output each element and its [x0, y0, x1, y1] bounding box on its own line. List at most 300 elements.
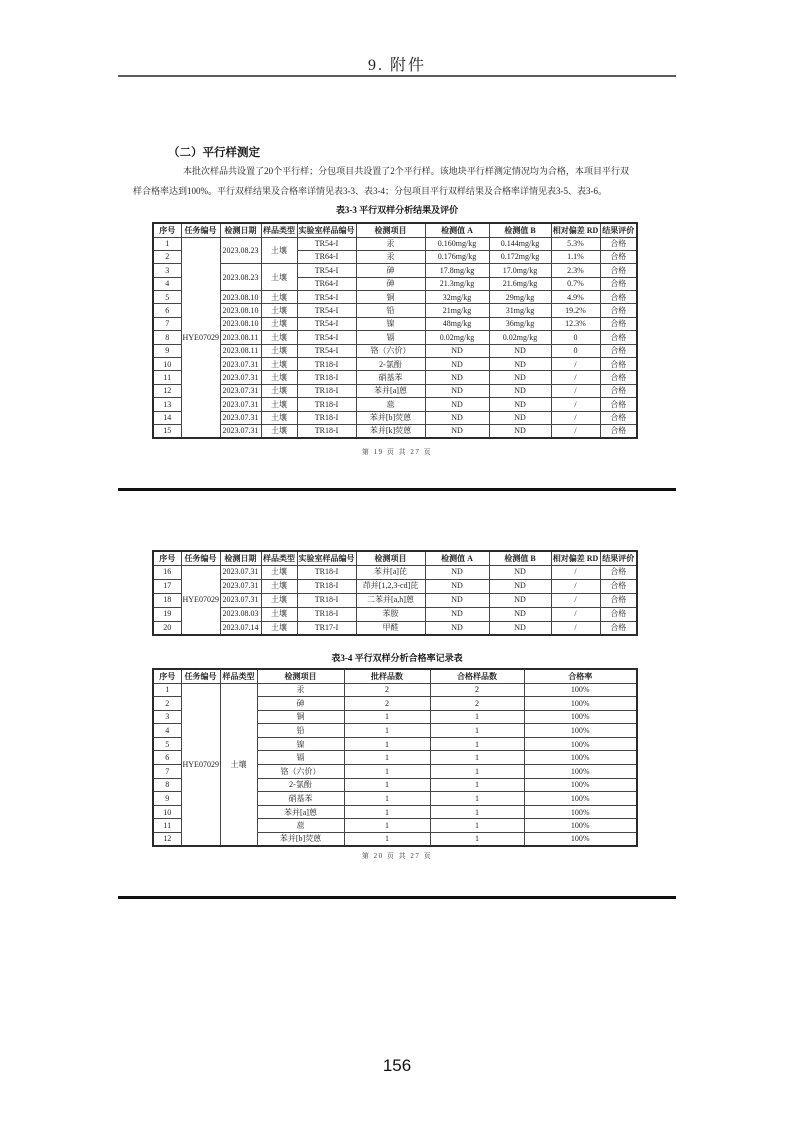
table-row [153, 371, 637, 384]
table-cell: 土壤 [261, 344, 297, 357]
table-row [153, 607, 637, 621]
column-header: 任务编号 [181, 669, 220, 683]
table-cell: 5 [153, 737, 181, 751]
table-cell: 2023.08.03 [220, 607, 261, 621]
table-row [153, 331, 637, 344]
table-cell: 䓛 [257, 819, 344, 833]
table-cell: 12 [153, 833, 181, 847]
table-cell: 100% [524, 805, 637, 819]
table-cell: 合格 [600, 607, 637, 621]
table-cell: 1 [430, 805, 524, 819]
table-cell: TR17-I [297, 621, 356, 635]
table-cell: 100% [524, 819, 637, 833]
column-header: 样品类型 [261, 223, 297, 237]
table-cell: 16 [153, 565, 181, 579]
table-cell: 1 [344, 751, 430, 765]
table-cell: 合格 [600, 593, 637, 607]
table-cell: 31mg/kg [489, 304, 551, 317]
table-row [153, 683, 637, 697]
table-cell: ND [489, 424, 551, 437]
table-cell: 2023.08.11 [220, 344, 261, 357]
table-cell: TR18-I [297, 424, 356, 437]
table-cell: 甲醛 [356, 621, 425, 635]
table-cell: 1 [430, 710, 524, 724]
table-row [153, 291, 637, 304]
table-cell: 0.02mg/kg [489, 331, 551, 344]
table-cell: 汞 [356, 250, 425, 263]
table-cell: ND [425, 621, 489, 635]
table-cell: 1 [344, 765, 430, 779]
table-cell: 合格 [600, 264, 637, 277]
table-cell: ND [425, 593, 489, 607]
table-cell: ND [489, 371, 551, 384]
table-cell: 100% [524, 765, 637, 779]
table-3-4-title: 表3-4 平行双样分析合格率记录表 [331, 653, 463, 663]
table-cell: ND [425, 384, 489, 397]
table-cell: 4 [153, 724, 181, 738]
column-header: 批样品数 [344, 669, 430, 683]
table-cell: 18 [153, 593, 181, 607]
table-cell: 合格 [600, 358, 637, 371]
table-cell: 合格 [600, 237, 637, 250]
table-cell: ND [489, 593, 551, 607]
table-cell: 土壤 [261, 331, 297, 344]
table-cell: 铬（六价） [257, 765, 344, 779]
table-cell: 土壤 [261, 424, 297, 437]
table-cell: 17.8mg/kg [425, 264, 489, 277]
table-cell: TR18-I [297, 593, 356, 607]
table-cell: 100% [524, 710, 637, 724]
table-row [153, 237, 637, 250]
table-cell: 合格 [600, 398, 637, 411]
table-cell: 1 [430, 819, 524, 833]
table-cell: 2 [153, 250, 181, 263]
table-cell: ND [489, 565, 551, 579]
table-cell: TR54-I [297, 331, 356, 344]
table-cell: 土壤 [261, 398, 297, 411]
table-row [153, 304, 637, 317]
table-cell: 硝基苯 [257, 792, 344, 806]
column-header: 检测项目 [257, 669, 344, 683]
table-cell: 2023.08.23 [220, 237, 261, 264]
table-cell: 合格 [600, 411, 637, 424]
table-cell: 6 [153, 751, 181, 765]
table-cell: 苯并[a]芘 [356, 565, 425, 579]
table-cell: TR18-I [297, 371, 356, 384]
table-row [153, 411, 637, 424]
table-cell: 合格 [600, 579, 637, 593]
table-cell: 汞 [257, 683, 344, 697]
table-cell: TR54-I [297, 291, 356, 304]
table-cell: 合格 [600, 344, 637, 357]
table-cell: 2 [430, 697, 524, 711]
document-page-number: 156 [382, 1056, 412, 1075]
table-cell: 2 [344, 697, 430, 711]
table-cell: 砷 [356, 277, 425, 290]
header-divider [118, 75, 676, 77]
table-cell: 7 [153, 765, 181, 779]
table-cell: 29mg/kg [489, 291, 551, 304]
table-cell: 2-氯酚 [356, 358, 425, 371]
section-paragraph: 本批次样品共设置了20个平行样；分包项目共设置了2个平行样。该地块平行样测定情况均为合格，本项目平行双样合格率达到100%。平行双样结果及合格率详情见表3-3、表3-4；分包项目平行双样结果及合格率详情见表3-5、表3-6。 [133, 166, 629, 196]
table-cell: 铬（六价） [356, 344, 425, 357]
table-cell: / [551, 384, 600, 397]
table-cell: 土壤 [261, 621, 297, 635]
table-cell: 9 [153, 344, 181, 357]
table-cell: 1 [430, 751, 524, 765]
table-cell: / [551, 371, 600, 384]
table-cell: 2023.07.31 [220, 424, 261, 437]
table-cell: 苯并[b]荧蒽 [257, 833, 344, 847]
table-cell: 2023.07.31 [220, 371, 261, 384]
table-cell: / [551, 424, 600, 437]
table-row [153, 358, 637, 371]
column-header: 检测项目 [356, 223, 425, 237]
table-cell: 镉 [356, 331, 425, 344]
column-header: 序号 [153, 669, 181, 683]
table-cell: 䓛 [356, 398, 425, 411]
table-cell: 1 [344, 710, 430, 724]
table-cell: 铅 [356, 304, 425, 317]
table-cell: TR18-I [297, 607, 356, 621]
table-cell: 10 [153, 805, 181, 819]
table-cell: 21.3mg/kg [425, 277, 489, 290]
table-cell: 9 [153, 792, 181, 806]
table-cell: 1 [430, 792, 524, 806]
table-cell: 合格 [600, 331, 637, 344]
table-cell: 1 [430, 724, 524, 738]
table-cell: TR54-I [297, 264, 356, 277]
table-cell: 2-氯酚 [257, 778, 344, 792]
table-cell: 硝基苯 [356, 371, 425, 384]
table-cell: 100% [524, 778, 637, 792]
table-cell: / [551, 411, 600, 424]
table-cell: 土壤 [261, 371, 297, 384]
table-cell: 48mg/kg [425, 317, 489, 330]
table-cell: 1 [344, 792, 430, 806]
table-cell: 10 [153, 358, 181, 371]
table-row [153, 344, 637, 357]
table-cell: / [551, 565, 600, 579]
table-cell: TR18-I [297, 565, 356, 579]
table-cell: 100% [524, 833, 637, 847]
table-cell: / [551, 621, 600, 635]
column-header: 检测项目 [356, 551, 425, 565]
table-cell: ND [425, 565, 489, 579]
column-header: 检测日期 [220, 223, 261, 237]
table-cell: 0.02mg/kg [425, 331, 489, 344]
table-cell: ND [489, 358, 551, 371]
table-cell: 镍 [356, 317, 425, 330]
table-cell: 1 [344, 737, 430, 751]
table-cell: ND [489, 398, 551, 411]
table-cell: 土壤 [261, 291, 297, 304]
table-cell: ND [489, 344, 551, 357]
table-cell: 镍 [257, 737, 344, 751]
table-cell: 1 [430, 765, 524, 779]
table-cell: 2023.07.31 [220, 411, 261, 424]
table-cell: 1 [430, 737, 524, 751]
table-cell: TR18-I [297, 411, 356, 424]
column-header: 任务编号 [181, 223, 220, 237]
table-cell: 17.0mg/kg [489, 264, 551, 277]
column-header: 检测值 B [489, 223, 551, 237]
table-cell: 1 [153, 683, 181, 697]
table-cell: 苯胺 [356, 607, 425, 621]
column-header: 序号 [153, 223, 181, 237]
column-header: 合格样品数 [430, 669, 524, 683]
table-header-row [153, 223, 637, 237]
table-cell: 2023.08.10 [220, 304, 261, 317]
table-row [153, 398, 637, 411]
column-header: 检测值 B [489, 551, 551, 565]
table-cell: TR54-I [297, 317, 356, 330]
section-title: （二）平行样测定 [168, 147, 260, 159]
table-cell: 100% [524, 737, 637, 751]
table-cell: 2023.07.31 [220, 358, 261, 371]
table-cell: 2.3% [551, 264, 600, 277]
table-cell: 2023.08.23 [220, 264, 261, 291]
table-cell: 0.144mg/kg [489, 237, 551, 250]
column-header: 样品类型 [220, 669, 257, 683]
page-19-footer: 第 19 页 共 27 页 [361, 448, 433, 456]
table-cell: 0.7% [551, 277, 600, 290]
table-cell: ND [489, 621, 551, 635]
table-cell: 土壤 [261, 237, 297, 264]
table-cell: ND [489, 607, 551, 621]
table-cell: / [551, 358, 600, 371]
table-cell: 1 [344, 819, 430, 833]
table-cell: 土壤 [261, 593, 297, 607]
table-cell: 土壤 [261, 384, 297, 397]
table-cell: 8 [153, 331, 181, 344]
table-header-row [153, 669, 637, 683]
table-cell: HYE07029 [181, 565, 220, 635]
table-row [153, 621, 637, 635]
table-cell: ND [489, 384, 551, 397]
column-header: 样品类型 [261, 551, 297, 565]
table-cell: 合格 [600, 250, 637, 263]
table-cell: 32mg/kg [425, 291, 489, 304]
page-20-footer: 第 20 页 共 27 页 [361, 852, 433, 860]
table-cell: 合格 [600, 424, 637, 437]
table-3-4 [152, 668, 638, 847]
table-cell: 2023.07.31 [220, 593, 261, 607]
column-header: 序号 [153, 551, 181, 565]
table-cell: 二苯并[a,h]蒽 [356, 593, 425, 607]
table-cell: 7 [153, 317, 181, 330]
table-cell: 3 [153, 264, 181, 277]
column-header: 任务编号 [181, 551, 220, 565]
table-cell: 合格 [600, 371, 637, 384]
table-cell: 19 [153, 607, 181, 621]
table-cell: TR54-I [297, 344, 356, 357]
column-header: 相对偏差 RD [551, 551, 600, 565]
table-cell: 镉 [257, 751, 344, 765]
table-cell: 土壤 [261, 579, 297, 593]
table-cell: 19.2% [551, 304, 600, 317]
table-cell: TR54-I [297, 304, 356, 317]
table-cell: 合格 [600, 384, 637, 397]
table-cell: 21.6mg/kg [489, 277, 551, 290]
table-cell: 2 [430, 683, 524, 697]
table-cell: 砷 [356, 264, 425, 277]
table-cell: ND [425, 579, 489, 593]
table-cell: 1 [430, 778, 524, 792]
table-3-3 [152, 222, 638, 439]
table-row [153, 384, 637, 397]
table-cell: ND [425, 344, 489, 357]
table-cell: 0.176mg/kg [425, 250, 489, 263]
table-cell: 土壤 [261, 317, 297, 330]
table-cell: 2 [344, 683, 430, 697]
table-cell: 11 [153, 371, 181, 384]
table-cell: ND [425, 371, 489, 384]
table-cell: 铜 [257, 710, 344, 724]
table-cell: 4.9% [551, 291, 600, 304]
table-cell: 茚并[1,2,3-cd]芘 [356, 579, 425, 593]
table-cell: TR64-I [297, 250, 356, 263]
table-cell: ND [425, 607, 489, 621]
table-cell: 土壤 [261, 358, 297, 371]
table-3-3-continued [152, 550, 638, 636]
table-cell: 15 [153, 424, 181, 437]
table-row [153, 317, 637, 330]
column-header: 结果评价 [600, 551, 637, 565]
table-cell: 铜 [356, 291, 425, 304]
table-cell: 36mg/kg [489, 317, 551, 330]
table-cell: 1.1% [551, 250, 600, 263]
table-cell: / [551, 607, 600, 621]
table-cell: TR18-I [297, 398, 356, 411]
table-cell: 21mg/kg [425, 304, 489, 317]
table-cell: 2023.07.31 [220, 398, 261, 411]
table-cell: 6 [153, 304, 181, 317]
table-cell: 苯并[b]荧蒽 [356, 411, 425, 424]
table-header-row [153, 551, 637, 565]
table-cell: 合格 [600, 565, 637, 579]
table-cell: 100% [524, 724, 637, 738]
table-cell: 土壤 [220, 683, 257, 846]
table-cell: 3 [153, 710, 181, 724]
table-cell: 12.3% [551, 317, 600, 330]
table-cell: 1 [430, 833, 524, 847]
table-cell: 0 [551, 331, 600, 344]
table-cell: 砷 [257, 697, 344, 711]
table-cell: 1 [344, 833, 430, 847]
table-cell: 苯并[a]蒽 [257, 805, 344, 819]
column-header: 相对偏差 RD [551, 223, 600, 237]
table-cell: 合格 [600, 291, 637, 304]
column-header: 合格率 [524, 669, 637, 683]
column-header: 实验室样品编号 [297, 551, 356, 565]
table-cell: 合格 [600, 304, 637, 317]
table-3-3-title: 表3-3 平行双样分析结果及评价 [335, 205, 459, 215]
table-cell: 12 [153, 384, 181, 397]
table-cell: ND [425, 411, 489, 424]
page-break-divider [118, 488, 676, 491]
table-cell: 100% [524, 683, 637, 697]
table-cell: 20 [153, 621, 181, 635]
table-cell: ND [489, 579, 551, 593]
table-cell: 土壤 [261, 304, 297, 317]
table-cell: ND [489, 411, 551, 424]
table-cell: 1 [153, 237, 181, 250]
table-cell: 合格 [600, 317, 637, 330]
table-cell: 土壤 [261, 264, 297, 291]
table-cell: 4 [153, 277, 181, 290]
table-cell: 100% [524, 751, 637, 765]
table-cell: 8 [153, 778, 181, 792]
table-cell: 2023.08.10 [220, 291, 261, 304]
table-cell: TR64-I [297, 277, 356, 290]
table-cell: 合格 [600, 277, 637, 290]
table-cell: 1 [344, 778, 430, 792]
table-cell: 苯并[a]蒽 [356, 384, 425, 397]
table-cell: 0.172mg/kg [489, 250, 551, 263]
table-cell: 100% [524, 697, 637, 711]
table-cell: 2023.08.11 [220, 331, 261, 344]
table-cell: 土壤 [261, 565, 297, 579]
table-row [153, 579, 637, 593]
column-header: 检测值 A [425, 551, 489, 565]
table-cell: 2023.07.31 [220, 565, 261, 579]
table-cell: 100% [524, 792, 637, 806]
table-cell: 0 [551, 344, 600, 357]
table-cell: 1 [344, 724, 430, 738]
table-cell: 2023.08.10 [220, 317, 261, 330]
table-row [153, 565, 637, 579]
page-break-divider-2 [118, 896, 676, 899]
table-cell: 2023.07.31 [220, 579, 261, 593]
table-cell: HYE07029 [181, 683, 220, 846]
table-cell: 2023.07.31 [220, 384, 261, 397]
table-cell: 1 [344, 805, 430, 819]
table-cell: ND [425, 358, 489, 371]
table-cell: / [551, 579, 600, 593]
table-cell: 2023.07.14 [220, 621, 261, 635]
table-cell: TR54-I [297, 237, 356, 250]
table-cell: TR18-I [297, 579, 356, 593]
table-cell: 5.3% [551, 237, 600, 250]
table-cell: 苯并[k]荧蒽 [356, 424, 425, 437]
table-cell: ND [425, 398, 489, 411]
table-cell: TR18-I [297, 358, 356, 371]
table-cell: 0.160mg/kg [425, 237, 489, 250]
table-cell: / [551, 398, 600, 411]
table-cell: 土壤 [261, 411, 297, 424]
table-cell: 5 [153, 291, 181, 304]
table-cell: 11 [153, 819, 181, 833]
table-cell: HYE07029 [181, 237, 220, 438]
column-header: 检测日期 [220, 551, 261, 565]
table-row [153, 264, 637, 277]
table-cell: 2 [153, 697, 181, 711]
column-header: 检测值 A [425, 223, 489, 237]
table-cell: ND [425, 424, 489, 437]
table-cell: TR18-I [297, 384, 356, 397]
table-cell: 13 [153, 398, 181, 411]
table-cell: 合格 [600, 621, 637, 635]
table-row [153, 424, 637, 437]
column-header: 结果评价 [600, 223, 637, 237]
table-cell: 铅 [257, 724, 344, 738]
table-cell: 17 [153, 579, 181, 593]
table-cell: 汞 [356, 237, 425, 250]
column-header: 实验室样品编号 [297, 223, 356, 237]
table-cell: / [551, 593, 600, 607]
table-row [153, 593, 637, 607]
